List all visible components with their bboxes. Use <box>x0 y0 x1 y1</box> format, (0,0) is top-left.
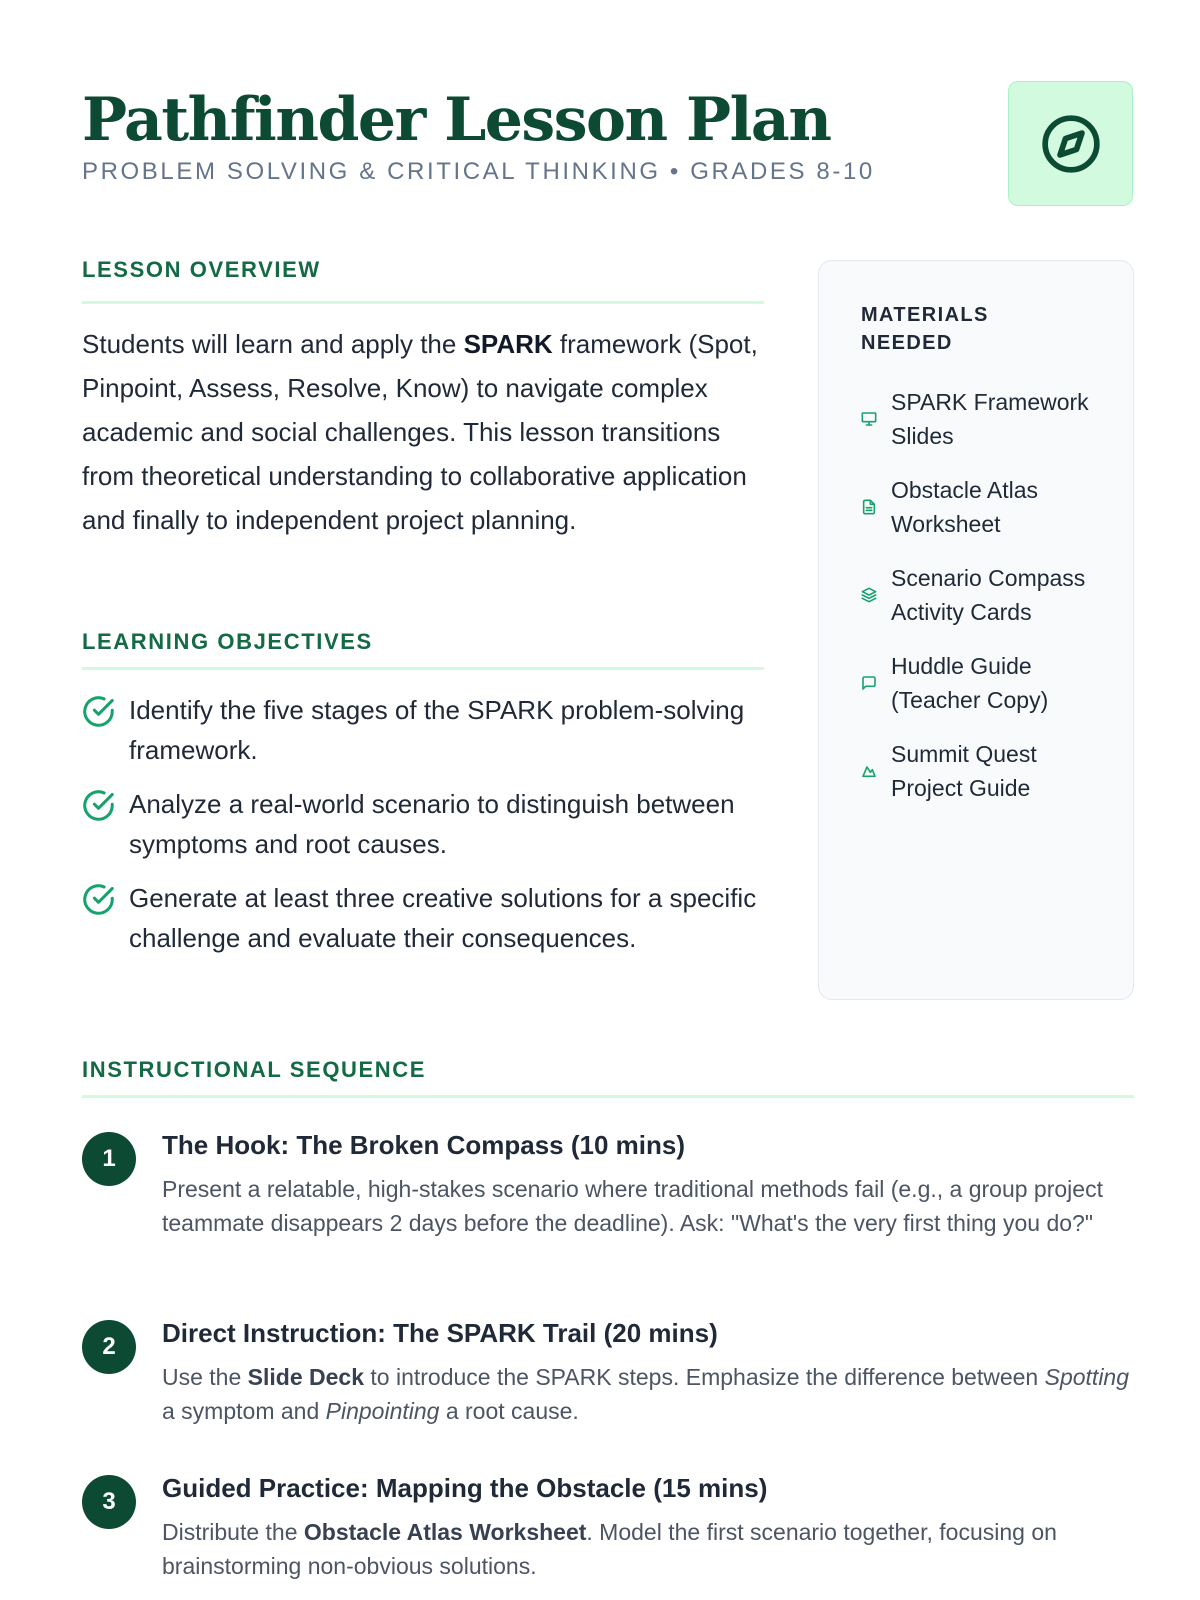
material-label: Summit Quest Project Guide <box>891 741 1037 801</box>
overview-heading: LESSON OVERVIEW <box>82 257 321 282</box>
compass-badge <box>1008 81 1133 206</box>
layers-icon <box>861 587 877 603</box>
objective-item <box>82 690 764 770</box>
step-text: Distribute the <box>162 1519 304 1545</box>
step-text-bold: Slide Deck <box>247 1364 364 1390</box>
step-description: Present a relatable, high-stakes scenario where traditional methods fail (e.g., a group project teammate disappears 2 days before the deadline). Ask: "What's the very first thing you do?" <box>162 1176 1103 1236</box>
overview-text-end: framework (Spot, Pinpoint, Assess, Resolve, Know) to navigate complex academic and social challenges. This lesson transitions from theoretical understanding to collaborative application and finally to independent project planning. <box>82 329 758 535</box>
check-circle-icon <box>82 883 115 916</box>
material-label: Obstacle Atlas Worksheet <box>891 477 1039 537</box>
material-label: SPARK Framework Slides <box>891 389 1089 449</box>
step-text: a root cause. <box>439 1398 579 1424</box>
material-label: Huddle Guide (Teacher Copy) <box>891 653 1049 713</box>
sequence-step <box>82 1471 1134 1583</box>
sequence-step <box>82 1316 1134 1471</box>
objective-item <box>82 878 764 958</box>
mountain-icon <box>861 763 877 779</box>
page-title: Pathfinder Lesson Plan <box>82 85 831 155</box>
objectives-heading: LEARNING OBJECTIVES <box>82 629 373 654</box>
sequence-heading: INSTRUCTIONAL SEQUENCE <box>82 1057 427 1082</box>
objective-text: Analyze a real-world scenario to distinguish between symptoms and root causes. <box>129 789 735 859</box>
lesson-plan-page <box>82 0 1134 1600</box>
step-text-italic: Spotting <box>1044 1364 1130 1390</box>
page-subtitle: PROBLEM SOLVING & CRITICAL THINKING • GRADES 8-10 <box>82 158 875 185</box>
sequence-divider <box>82 1095 1134 1098</box>
step-number-badge: 2 <box>82 1320 136 1374</box>
overview-text <box>82 322 772 542</box>
materials-list <box>861 385 1111 825</box>
document-icon <box>861 499 877 515</box>
check-circle-icon <box>82 695 115 728</box>
step-text-italic: Pinpointing <box>325 1398 440 1424</box>
step-title: Direct Instruction: The SPARK Trail (20 mins) <box>162 1318 718 1348</box>
materials-heading: MATERIALS NEEDED <box>861 304 989 354</box>
objective-item <box>82 784 764 864</box>
material-item <box>861 561 1111 629</box>
check-circle-icon <box>82 789 115 822</box>
material-item <box>861 649 1111 717</box>
overview-text-start: Students will learn and apply the <box>82 329 464 359</box>
step-description <box>162 1360 1134 1428</box>
step-title: The Hook: The Broken Compass (10 mins) <box>162 1130 685 1160</box>
step-text-bold: Obstacle Atlas Worksheet <box>303 1519 587 1545</box>
step-number-badge: 3 <box>82 1475 136 1529</box>
step-title: Guided Practice: Mapping the Obstacle (15 mins) <box>162 1473 768 1503</box>
presentation-icon <box>861 411 877 427</box>
objective-text: Identify the five stages of the SPARK problem-solving framework. <box>129 695 745 765</box>
objectives-list <box>82 690 764 972</box>
material-item <box>861 737 1111 805</box>
message-icon <box>861 675 877 691</box>
objectives-divider <box>82 667 764 670</box>
overview-text-bold: SPARK <box>463 329 553 359</box>
step-number-badge: 1 <box>82 1132 136 1186</box>
materials-card <box>818 260 1134 1000</box>
header <box>82 80 1134 210</box>
step-description <box>162 1515 1134 1583</box>
material-item <box>861 473 1111 541</box>
step-text: a symptom and <box>162 1398 326 1424</box>
material-label: Scenario Compass Activity Cards <box>891 565 1086 625</box>
step-text: . Model the first scenario together, focusing on brainstorming non-obvious solutions. <box>162 1519 1057 1579</box>
sequence-step <box>82 1128 1134 1316</box>
material-item <box>861 385 1111 453</box>
overview-divider <box>82 301 764 304</box>
step-text: to introduce the SPARK steps. Emphasize the difference between <box>364 1364 1045 1390</box>
step-text: Use the <box>162 1364 248 1390</box>
objective-text: Generate at least three creative solutions for a specific challenge and evaluate their consequences. <box>129 883 757 953</box>
compass-icon <box>1040 113 1102 175</box>
sequence-steps <box>82 1128 1134 1583</box>
